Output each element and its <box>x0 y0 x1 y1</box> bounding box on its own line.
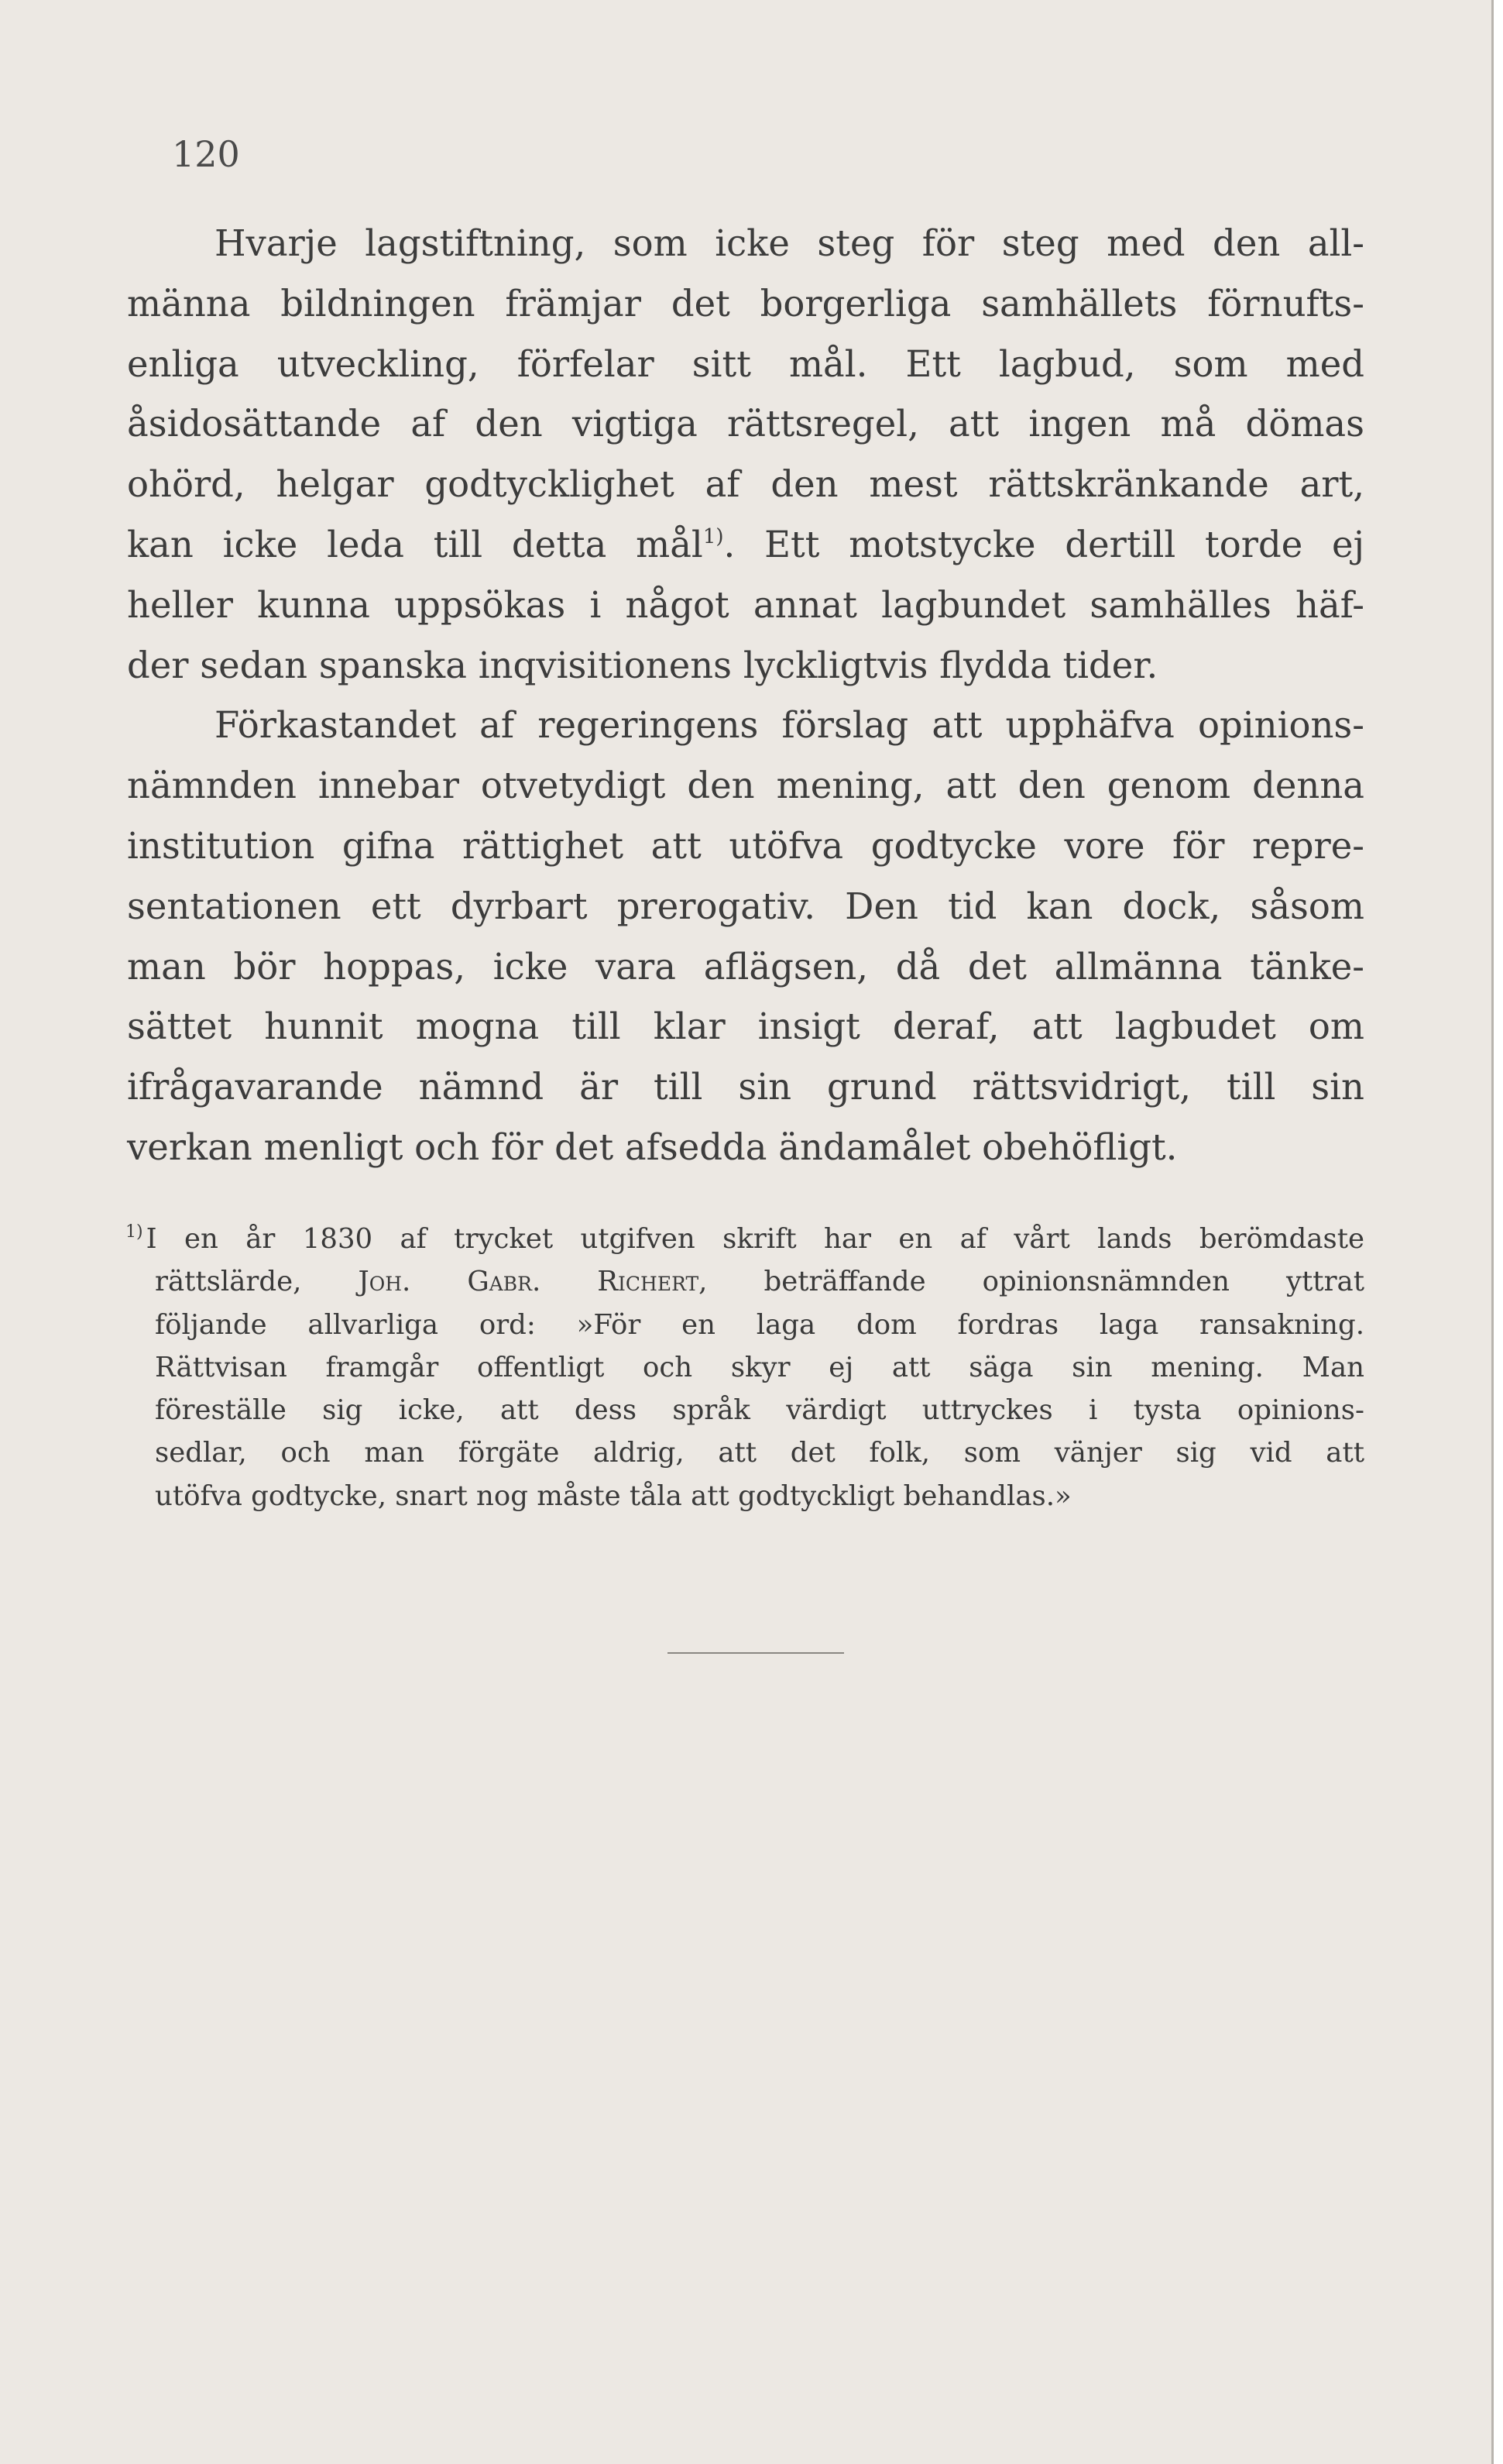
text-line: institution gifna rättighet att utöfva godtycke vore för repre- <box>127 824 1364 867</box>
text-line: männa bildningen främjar det borgerliga samhällets förnufts- <box>127 282 1364 325</box>
paragraph-1 <box>127 214 1364 696</box>
footnote-line: utöfva godtycke, snart nog måste tåla att godtyckligt behandlas.» <box>155 1479 1072 1512</box>
text-line: sättet hunnit mogna till klar insigt deraf, att lagbudet om <box>127 1005 1364 1048</box>
footnote-line: följande allvarliga ord: »För en laga dom fordras laga ransakning. <box>155 1308 1364 1341</box>
text-line: man bör hoppas, icke vara aflägsen, då det allmänna tänke- <box>127 945 1364 988</box>
text-fragment: Ett motstycke dertill torde ej <box>764 523 1364 565</box>
footnote-text: I en år 1830 af trycket utgifven skrift har en af vårt lands berömdaste <box>146 1223 1364 1255</box>
divider-rule <box>667 1652 844 1654</box>
text-line: Förkastandet af regeringens förslag att upphäfva opinions- <box>214 704 1364 747</box>
text-line: enliga utveckling, förfelar sitt mål. Ett lagbud, som med <box>127 342 1364 385</box>
main-text <box>127 214 1364 1178</box>
footnote-text: rättslärde, <box>155 1266 302 1298</box>
footnote-line <box>125 1218 1364 1260</box>
text-line: heller kunna uppsökas i något annat lagbundet samhälles häf- <box>127 583 1364 626</box>
text-line: verkan menligt och för det afsedda ändamålet obehöfligt. <box>127 1125 1178 1168</box>
footnote-reference[interactable]: 1) <box>702 524 724 548</box>
text-line: sentationen ett dyrbart prerogativ. Den tid kan dock, såsom <box>127 885 1364 927</box>
text-line: ifrågavarande nämnd är till sin grund rättsvidrigt, till sin <box>127 1066 1364 1108</box>
footnote-line: sedlar, och man förgäte aldrig, att det folk, som vänjer sig vid att <box>155 1437 1364 1469</box>
footnote <box>125 1218 1364 1517</box>
footnote-text: , beträffande opinionsnämnden yttrat <box>698 1266 1364 1298</box>
footnote-line: Rättvisan framgår offentligt och skyr ej att säga sin mening. Man <box>155 1351 1364 1383</box>
footnote-line <box>155 1260 1364 1303</box>
author-name: Joh. Gabr. Richert <box>358 1266 699 1298</box>
text-line: åsidosättande af den vigtiga rättsregel, att ingen må dömas <box>127 403 1364 445</box>
footnote-marker: 1) <box>125 1222 143 1242</box>
text-line-with-footnote: kan icke leda till detta mål$^{1)}$. Ett motstycke dertill torde ej <box>127 523 1364 565</box>
text-line: Hvarje lagstiftning, som icke steg för steg med den all- <box>214 222 1364 264</box>
text-line: der sedan spanska inqvisitionens lyckligtvis flydda tider. <box>127 644 1158 686</box>
text-line: ohörd, helgar godtycklighet af den mest rättskränkande art, <box>127 463 1364 506</box>
footnote-line: föreställe sig icke, att dess språk värdigt uttryckes i tysta opinions- <box>155 1394 1364 1427</box>
page-number: 120 <box>172 133 240 175</box>
page-edge <box>1491 0 1503 2464</box>
text-fragment: kan icke leda till detta mål <box>127 523 703 565</box>
paragraph-2 <box>127 696 1364 1177</box>
text-line: nämnden innebar otvetydigt den mening, att den genom denna <box>127 765 1364 807</box>
